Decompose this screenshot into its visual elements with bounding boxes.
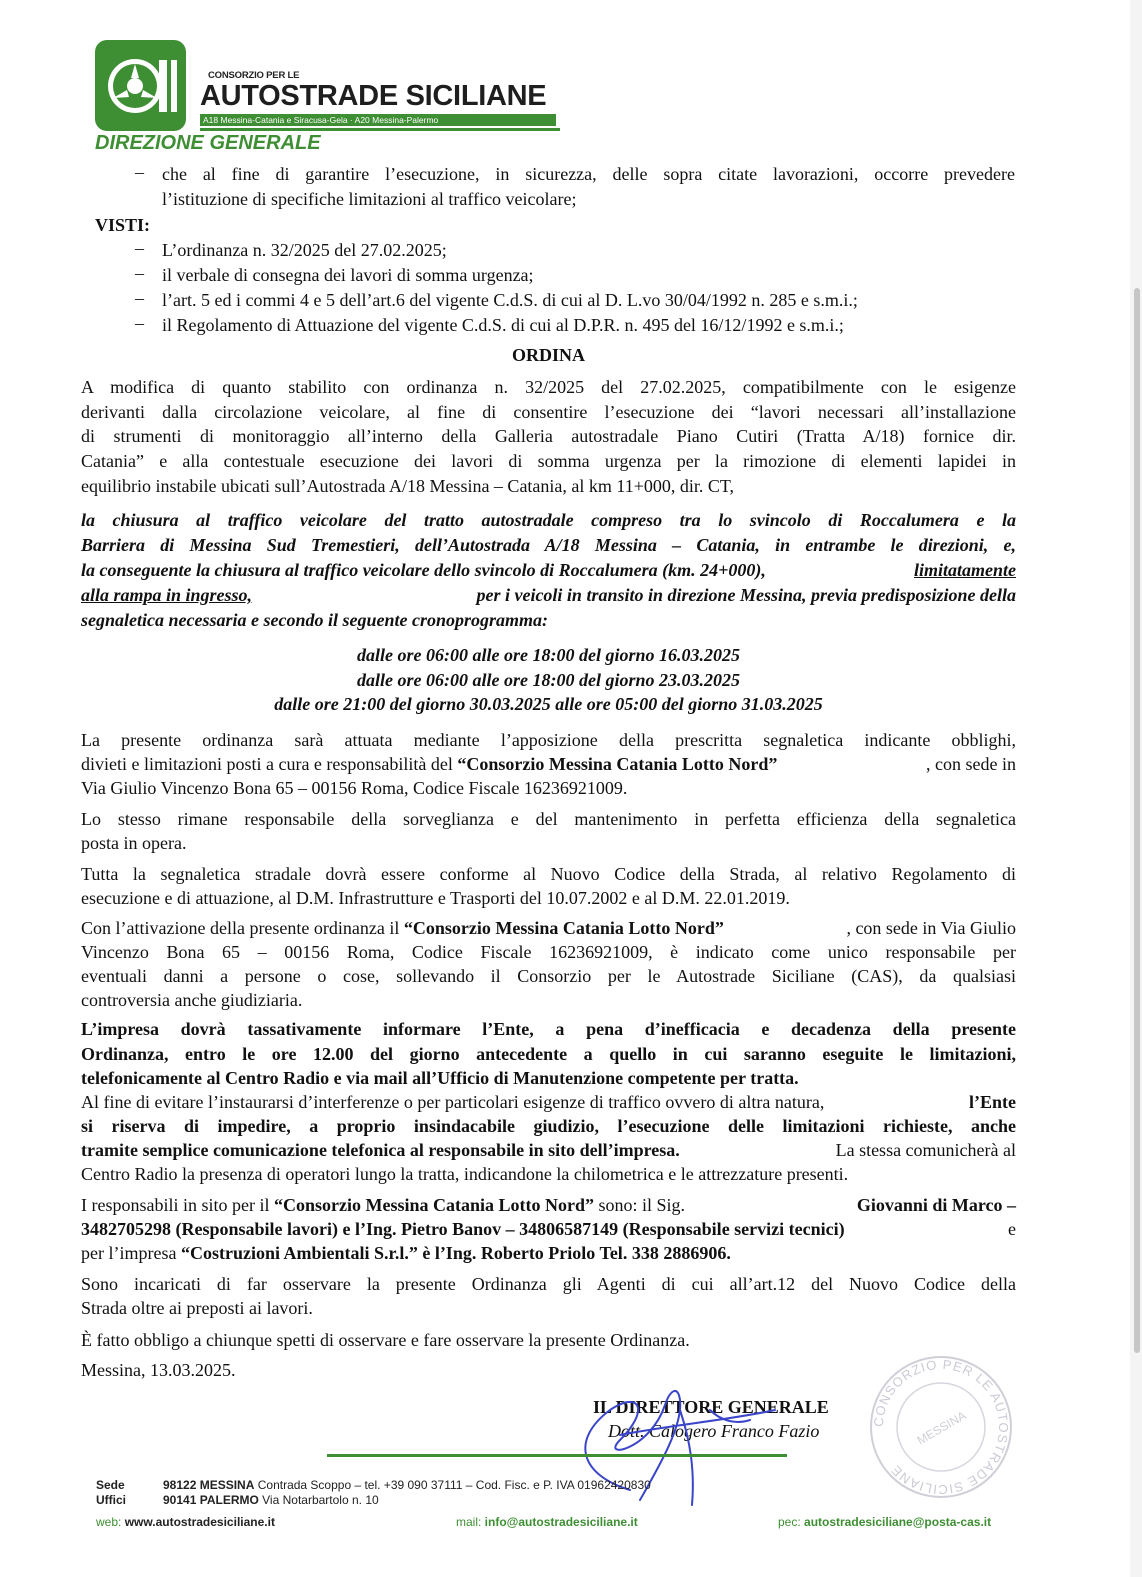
body-line: Via Giulio Vincenzo Bona 65 – 00156 Roma, Codice Fiscale 16236921009.	[81, 778, 628, 798]
body-line: Lo stesso rimane responsabile della sorveglianza e del mantenimento in perfetta efficienza della segnaletica	[81, 809, 1016, 829]
body-line: Strada oltre ai preposti ai lavori.	[81, 1298, 313, 1318]
body-text: divieti e limitazioni posti a cura e responsabilità del	[81, 754, 458, 774]
body-line	[81, 1193, 1016, 1218]
body-line	[81, 1217, 1016, 1242]
warning-line: telefonicamente al Centro Radio e via mail all’Ufficio di Manutenzione competente per tratta.	[81, 1068, 799, 1088]
direzione-generale: DIREZIONE GENERALE	[95, 132, 321, 154]
intro-line-2: l’istituzione di specifiche limitazioni al traffico veicolare;	[162, 189, 577, 209]
body-line: La presente ordinanza sarà attuata mediante l’apposizione della prescritta segnaletica indicante obblighi,	[81, 730, 1016, 750]
body-text: , con sede in	[926, 754, 1016, 774]
body-text: e	[1008, 1219, 1016, 1239]
chiusura-underlined: alla rampa in ingresso,	[81, 585, 253, 605]
bullet-dash: –	[135, 162, 144, 182]
warning-line: Ordinanza, entro le ore 12.00 del giorno antecedente a quello in cui saranno eseguite le limitazioni,	[81, 1044, 1016, 1064]
footer-rule	[327, 1454, 787, 1457]
bullet-dash: –	[135, 313, 144, 333]
ordina-heading: ORDINA	[511, 345, 585, 365]
body-line: si riserva di impedire, a proprio insindacabile giudizio, l’esecuzione delle limitazioni richieste, anche	[81, 1116, 1016, 1136]
body-line: Tutta la segnaletica stradale dovrà essere conforme al Nuovo Codice della Strada, al relativo Regolamento di	[81, 864, 1016, 884]
footer-web-link[interactable]: www.autostradesiciliane.it	[124, 1515, 275, 1529]
ordina-para-line: di strumenti di monitoraggio all’interno della Galleria autostradale Piano Cutiri (Tratta A/18) fornice dir.	[81, 426, 1016, 446]
body-text: La stessa comunicherà al	[835, 1140, 1016, 1160]
body-line	[81, 916, 1016, 941]
footer-web-label: web:	[96, 1515, 125, 1529]
chiusura-line	[81, 558, 1016, 583]
schedule-line: dalle ore 06:00 alle ore 18:00 del giorno 23.03.2025	[357, 670, 740, 690]
body-text: I responsabili in sito per il	[81, 1195, 274, 1215]
body-line: È fatto obbligo a chiunque spetti di osservare e fare osservare la presente Ordinanza.	[81, 1330, 690, 1350]
bullet-dash: –	[135, 238, 144, 258]
scrollbar-track[interactable]	[1130, 0, 1142, 1577]
signatory-name: Dott. Calogero Franco Fazio	[608, 1421, 820, 1441]
body-line	[81, 752, 1016, 777]
footer-sede-city: 98122 MESSINA	[163, 1478, 255, 1492]
body-line: posta in opera.	[81, 833, 187, 853]
body-line: Centro Radio la presenza di operatori lungo la tratta, indicandone la chilometrica e le attrezzature presenti.	[81, 1164, 849, 1184]
visti-item: L’ordinanza n. 32/2025 del 27.02.2025;	[162, 240, 447, 260]
intro-line-1: che al fine di garantire l’esecuzione, in sicurezza, delle sopra citate lavorazioni, occorre prevedere	[162, 164, 1015, 184]
signatory-title: IL DIRETTORE GENERALE	[593, 1397, 829, 1417]
chiusura-text: la conseguente la chiusura al traffico veicolare dello svincolo di Roccalumera (km. 24+000),	[81, 560, 766, 580]
org-subtitle-bar	[200, 114, 556, 126]
responsabile-name: Giovanni di Marco –	[856, 1195, 1016, 1215]
footer-pec-label: pec:	[778, 1515, 805, 1529]
body-line: controversia anche giudiziaria.	[81, 990, 303, 1010]
consorzio-name: “Consorzio Messina Catania Lotto Nord”	[273, 1195, 594, 1215]
chiusura-line: Barriera di Messina Sud Tremestieri, dell’Autostrada A/18 Messina – Catania, in entrambe le direzioni, e,	[81, 535, 1016, 555]
footer-uffici-city: 90141 PALERMO	[163, 1493, 259, 1507]
org-name: AUTOSTRADE SICILIANE	[200, 80, 547, 112]
body-text: Con l’attivazione della presente ordinanza il	[81, 918, 404, 938]
header-rule	[200, 128, 560, 131]
footer-uffici-rest: Via Notarbartolo n. 10	[258, 1493, 379, 1507]
responsabili-contacts: 3482705298 (Responsabile lavori) e l’Ing. Pietro Banov – 34806587149 (Responsabile servizi tecnici)	[81, 1219, 845, 1239]
org-prefix: CONSORZIO PER LE	[208, 70, 300, 81]
stamp-center: MESSINA	[914, 1408, 969, 1448]
body-line	[81, 1241, 731, 1266]
body-line	[81, 1090, 1016, 1115]
warning-line: L’impresa dovrà tassativamente informare l’Ente, a pena d’inefficacia e decadenza della presente	[81, 1019, 1016, 1039]
body-line: esecuzione e di attuazione, al D.M. Infrastrutture e Trasporti del 10.07.2002 e al D.M. 22.01.2019.	[81, 888, 790, 908]
chiusura-line: segnaletica necessaria e secondo il seguente cronoprogramma:	[81, 610, 548, 630]
body-text: Al fine di evitare l’instaurarsi d’interferenze o per particolari esigenze di traffico ovvero di altra natura,	[81, 1092, 825, 1112]
footer-web	[96, 1515, 275, 1529]
ordina-para-line: A modifica di quanto stabilito con ordinanza n. 32/2025 del 27.02.2025, compatibilmente con le esigenze	[81, 377, 1016, 397]
body-text-bold: l’Ente	[969, 1092, 1016, 1112]
trinacria-logo-icon	[95, 40, 186, 131]
footer-uffici-address	[163, 1493, 379, 1507]
stamp-text: CONSORZIO PER LE AUTOSTRADE SICILIANE	[870, 1356, 1012, 1498]
chiusura-line: la chiusura al traffico veicolare del tratto autostradale compreso tra lo svincolo di Roccalumera e la	[81, 510, 1016, 530]
body-text: per l’impresa	[81, 1243, 181, 1263]
visti-item: l’art. 5 ed i commi 4 e 5 dell’art.6 del vigente C.d.S. di cui al D. L.vo 30/04/1992 n. 285 e s.m.i.;	[162, 290, 858, 310]
place-date: Messina, 13.03.2025.	[81, 1360, 236, 1380]
footer-pec	[778, 1515, 991, 1529]
bullet-dash: –	[135, 263, 144, 283]
ordina-para-line: derivanti dalla circolazione veicolare, al fine di consentire l’esecuzione dei “lavori necessari all’installazione	[81, 402, 1016, 422]
footer-mail	[456, 1515, 638, 1529]
footer-sede-address	[163, 1478, 651, 1492]
footer-sede-rest: Contrada Scoppo – tel. +39 090 37111 – Cod. Fisc. e P. IVA 01962420830	[254, 1478, 651, 1492]
body-line: Vincenzo Bona 65 – 00156 Roma, Codice Fiscale 16236921009, è indicato come unico responsabile per	[81, 942, 1016, 962]
body-line	[81, 1138, 1016, 1163]
visti-heading: VISTI:	[95, 215, 151, 235]
body-line: Sono incaricati di far osservare la presente Ordinanza gli Agenti di cui all’art.12 del Nuovo Codice della	[81, 1274, 1016, 1294]
scrollbar-thumb[interactable]	[1134, 288, 1140, 1353]
official-stamp-icon	[866, 1352, 1016, 1502]
consorzio-name: “Consorzio Messina Catania Lotto Nord”	[403, 918, 724, 938]
footer-mail-link[interactable]: info@autostradesiciliane.it	[484, 1515, 638, 1529]
chiusura-line	[81, 583, 1016, 608]
body-text: , con sede in Via Giulio	[846, 918, 1016, 938]
footer-sede-label: Sede	[96, 1478, 125, 1492]
footer-pec-link[interactable]: autostradesiciliane@posta-cas.it	[804, 1515, 992, 1529]
ordina-para-line: equilibrio instabile ubicati sull’Autostrada A/18 Messina – Catania, al km 11+000, dir. CT,	[81, 476, 735, 496]
chiusura-text: per i veicoli in transito in direzione Messina, previa predisposizione della	[476, 585, 1016, 605]
ordina-para-line: Catania” e alla contestuale esecuzione dei lavori di somma urgenza per la rimozione di elementi lapidei in	[81, 451, 1016, 471]
body-line: eventuali danni a persone o cose, sollevando il Consorzio per le Autostrade Siciliane (CAS), da qualsiasi	[81, 966, 1016, 986]
footer-mail-label: mail:	[456, 1515, 485, 1529]
consorzio-name: “Consorzio Messina Catania Lotto Nord”	[457, 754, 778, 774]
chiusura-underlined: limitatamente	[914, 560, 1016, 580]
impresa-contact: “Costruzioni Ambientali S.r.l.” è l’Ing. Roberto Priolo Tel. 338 2886906.	[180, 1243, 731, 1263]
body-text: sono: il Sig.	[593, 1195, 686, 1215]
schedule-line: dalle ore 06:00 alle ore 18:00 del giorno 16.03.2025	[357, 645, 740, 665]
schedule-line: dalle ore 21:00 del giorno 30.03.2025 alle ore 05:00 del giorno 31.03.2025	[274, 694, 823, 714]
footer-uffici-label: Uffici	[96, 1493, 126, 1507]
visti-item: il Regolamento di Attuazione del vigente C.d.S. di cui al D.P.R. n. 495 del 16/12/1992 e s.m.i.;	[162, 315, 844, 335]
org-subtitle: A18 Messina-Catania e Siracusa-Gela · A20 Messina-Palermo	[203, 115, 439, 125]
visti-item: il verbale di consegna dei lavori di somma urgenza;	[162, 265, 534, 285]
bullet-dash: –	[135, 288, 144, 308]
body-text-bold: tramite semplice comunicazione telefonica al responsabile in sito dell’impresa.	[81, 1140, 680, 1160]
